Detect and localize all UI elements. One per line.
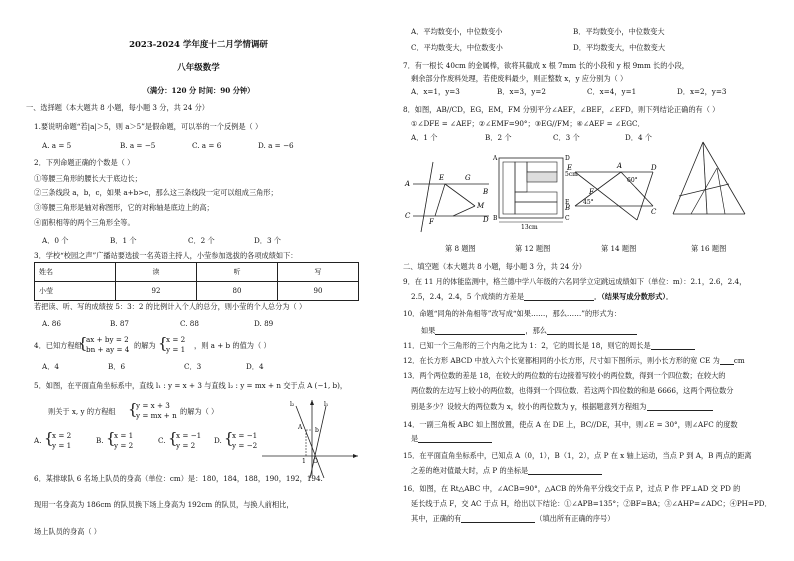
figure-16 (669, 140, 749, 224)
q14-text: 是 (411, 434, 419, 443)
option-x: x = −1 (176, 431, 202, 440)
figure-14 (565, 158, 655, 230)
answer-blank[interactable] (461, 515, 535, 523)
option-y: y = −2 (232, 441, 258, 450)
q1-option-b: B. a = −5 (120, 141, 156, 150)
table-cell: 写 (278, 263, 359, 282)
question-4-lead: 4．已知方程组 (34, 341, 82, 350)
q13-text: 别是多少？设较大的两位数为 x，较小的两位数为 y，根据题意列方程组为 (411, 402, 647, 411)
fig14-label-b: B (565, 204, 571, 212)
exam-meta: （满分：120 分 时间：90 分钟） (142, 86, 255, 95)
option-y: y = 2 (176, 441, 196, 450)
question-7: 7．有一根长 40cm 的金属棒，欲将其截成 x 根 7mm 长的小段和 y 根 9mm 长的小段， (403, 61, 689, 70)
q7-option-d: D．x=2，y=3 (677, 87, 727, 96)
option-key: B. (96, 436, 104, 445)
option-y: y = 1 (52, 441, 72, 450)
fig14-label-d: D (651, 164, 657, 172)
q5-graph-figure (262, 398, 362, 478)
question-11 (403, 341, 695, 350)
q2-option-d: D．3 个 (254, 236, 281, 245)
question-15-line2 (411, 466, 602, 475)
fig12-label-e: E (565, 199, 570, 206)
score-table (34, 262, 359, 301)
q3-option-c: C. 88 (180, 319, 199, 328)
question-7-line2: 剩余部分作废料处理，若使废料最少，则正整数 x，y 应分别为（ ） (411, 74, 628, 83)
b-label: b (315, 427, 319, 434)
section-heading: 一、选择题（本大题共 8 小题，每小题 3 分，共 24 分） (26, 103, 209, 112)
option-y: y = 2 (114, 441, 134, 450)
caption-fig12: 第 12 题图 (515, 244, 551, 253)
answer-blank[interactable] (720, 357, 734, 365)
question-5: 5．如图，在平面直角坐标系中，直线 l₁ : y = x + 3 与直线 l₂ : y = mx + n 交于点 A (−1, b)， (34, 381, 348, 390)
brace: { (224, 429, 234, 447)
q2-item: ②三条线段 a，b，c，如果 a+b>c，那么这三条线段一定可以组成三角形； (34, 188, 278, 197)
q11-text: 11．已知一个三角形的三个内角之比为 1：2，它的周长是 18，则它的周长是 (403, 341, 651, 350)
q10-then: ，那么 (525, 326, 547, 335)
q4-system-eq: bn + ay = 4 (86, 345, 130, 354)
question-16: 16．如图，在 Rt△ABC 中，∠ACB=90°，△ACB 的外角平分线交于点 P，过点 P 作 PF⊥AD 交 PD 的 (403, 484, 741, 493)
q8-option-b: B．2 个 (485, 133, 512, 142)
section-heading-2: 二、填空题（本大题共 8 小题，每小题 3 分，共 24 分） (403, 262, 586, 271)
q12-unit: cm (733, 356, 745, 365)
question-13: 13．两个两位数的差是 18，在较大的两位数的右边接着写较小的两位数，得到一个四位数；在较大的 (403, 371, 726, 380)
q6-option-b: B．平均数变小，中位数变大 (573, 27, 665, 36)
q4-solution: x = 2 (166, 335, 186, 344)
q8-option-a: A．1 个 (411, 133, 438, 142)
q4-option-d: D．4 (246, 362, 264, 371)
q9-text: 2.5，2.4，2.4，5 个成绩的方差是 (411, 292, 525, 301)
q1-option-a: A. a = 5 (42, 141, 72, 150)
brace: { (78, 334, 88, 352)
table-header-row (35, 263, 359, 282)
question-6: 6．某排球队 6 名场上队员的身高（单位：cm）是：180，184，188，190，192，194. (34, 474, 323, 483)
table-cell: 读 (116, 263, 197, 282)
question-6-line3: 场上队员的身高（ ） (34, 527, 101, 536)
q10-if: 如果 (421, 326, 436, 335)
q6-option-c: C．平均数变大，中位数变小 (411, 43, 503, 52)
table-cell: 姓名 (35, 263, 116, 282)
exam-subject: 八年级数学 (177, 63, 220, 73)
q9-note: ．（结果写成分数形式）． (594, 292, 674, 301)
question-14-line2 (411, 434, 492, 443)
question-15: 15．在平面直角坐标系中，已知点 A（0，1），B（1，2），点 P 在 x 轴上运动，当点 P 到 A，B 两点的距离 (403, 451, 752, 460)
table-cell: 92 (116, 282, 197, 301)
q16-note: （填出所有正确的序号） (535, 514, 615, 523)
fig8-label-f: F (429, 218, 434, 226)
table-cell: 听 (197, 263, 278, 282)
q5-system-eq: y = mx + n (136, 411, 177, 420)
question-4-mid: 的解为 (134, 341, 156, 350)
brace: { (158, 334, 168, 352)
question-6-line2: 现用一名身高为 186cm 的队员换下场上身高为 192cm 的队员，与换人前相比， (34, 500, 294, 509)
exam-title: 2023-2024 学年度十二月学情调研 (129, 40, 268, 50)
figure-8 (405, 158, 489, 238)
q4-option-a: A．4 (42, 362, 59, 371)
q4-solution: y = 1 (166, 345, 186, 354)
question-5-lead: 则关于 x, y 的方程组 (48, 407, 116, 416)
q6-option-d: D．平均数变大，中位数变大 (573, 43, 666, 52)
q6-option-a: A．平均数变小，中位数变小 (411, 27, 503, 36)
fig12-height-label: 5cm (565, 171, 578, 178)
question-2: 2．下列命题正确的个数是（ ） (34, 158, 135, 167)
option-key: C. (158, 436, 166, 445)
answer-blank[interactable] (647, 403, 713, 411)
question-3-ratio: 若把读、听、写的成绩按 5：3：2 的比例计入个人的总分，则小莹的个人总分为（ ） (34, 302, 307, 311)
question-10-line2 (421, 326, 637, 335)
q8-option-c: C．3 个 (553, 133, 580, 142)
fig8-label-b: B (483, 188, 489, 196)
q2-item: ④面积相等的两个三角形全等。 (34, 218, 135, 227)
answer-blank[interactable] (651, 342, 695, 350)
brace: { (44, 429, 54, 447)
q4-option-c: C．3 (184, 362, 202, 371)
q3-option-a: A. 86 (42, 319, 61, 328)
q7-option-c: C．x=4，y=1 (587, 87, 637, 96)
brace: { (168, 429, 178, 447)
question-1: 1.要说明命题“若|a|＞5，则 a＞5”是假命题，可以举的一个反例是（ ） (34, 122, 263, 131)
fig12-label-b: B (493, 215, 498, 222)
brace: { (106, 429, 116, 447)
q1-option-c: C. a = 6 (192, 141, 222, 150)
fig8-label-c: C (405, 212, 411, 220)
question-3: 3．学校“校园之声”广播站要选拔一名英语主持人，小莹参加选拔的各项成绩如下： (34, 251, 298, 260)
fig8-label-a: A (405, 180, 411, 188)
q7-option-a: A．x=1，y=3 (411, 87, 460, 96)
q3-option-d: D. 89 (254, 319, 274, 328)
option-x: x = 2 (52, 431, 72, 440)
question-13-line3 (411, 402, 713, 411)
point-a-label: A (298, 424, 303, 431)
fig14-label-f: F (589, 188, 594, 196)
l1-label: l₁ (324, 401, 329, 408)
answer-blank[interactable] (547, 327, 637, 335)
answer-blank[interactable] (418, 435, 492, 443)
table-cell: 小莹 (35, 282, 116, 301)
l2-label: l₂ (290, 401, 295, 408)
table-cell: 90 (278, 282, 359, 301)
fig14-angle-45: 45° (583, 199, 594, 206)
answer-blank[interactable] (528, 467, 602, 475)
fig8-label-m: M (477, 202, 485, 210)
fig12-width-label: 13cm (521, 224, 538, 231)
fig8-label-d: D (483, 216, 489, 224)
question-5-tail: 的解为（ ） (180, 407, 219, 416)
q2-option-c: C．2 个 (188, 236, 215, 245)
table-row (35, 282, 359, 301)
option-key: A. (34, 436, 42, 445)
fig14-label-e: E (567, 164, 573, 172)
question-12 (403, 356, 745, 365)
question-13-line2: 两位数的左边写上较小的两位数，也得到一个四位数．若这两个四位数的和是 6666，这两个两位数分 (411, 386, 734, 395)
question-8-line2: ①∠DFE = ∠AEF；②∠EMF=90°；③EG//FM；④∠AEF = ∠EGC． (411, 119, 645, 128)
q12-text: 12．在长方形 ABCD 中放入六个长宽都相同的小长方形，尺寸如下图所示，则小长方形的宽 CE 为 (403, 356, 720, 365)
question-16-line2: 延长线于点 F，交 AC 于点 H，给出以下结论：①∠APB=135°；②BF=BA；③∠AHP=∠ADC；④PH=PD． (411, 499, 772, 508)
option-x: x = −1 (232, 431, 258, 440)
option-key: D. (214, 436, 222, 445)
question-9: 9．在 11 月的体能监测中，格兰德中学八年级的六名同学立定跳远成绩如下（单位：m）：2.1，2.6，2.4， (403, 277, 747, 286)
question-9-line2 (411, 292, 673, 301)
caption-fig8: 第 8 题图 (445, 244, 476, 253)
caption-fig16: 第 16 题图 (691, 244, 727, 253)
fig8-label-g: G (465, 174, 471, 182)
q4-system-eq: ax + by = 2 (86, 335, 129, 344)
q3-option-b: B. 87 (110, 319, 129, 328)
q7-option-b: B．x=3，y=2 (497, 87, 546, 96)
fig12-label-d: D (565, 155, 570, 162)
caption-fig14: 第 14 题图 (601, 244, 637, 253)
fig14-label-a: A (617, 162, 623, 170)
q2-option-b: B．1 个 (110, 236, 137, 245)
one-label: 1 (302, 458, 306, 465)
q5-system-eq: y = x + 3 (136, 401, 170, 410)
figure-12 (493, 154, 578, 231)
right-column (397, 0, 794, 561)
fig14-angle-60: 60° (627, 177, 638, 184)
q8-option-d: D．4 个 (625, 133, 652, 142)
fig14-label-c: C (651, 208, 657, 216)
q2-item: ①等腰三角形的腰长大于底边长； (34, 174, 142, 183)
fig12-label-a: A (493, 155, 498, 162)
q15-text: 之差的绝对值最大时，点 P 的坐标是 (411, 466, 529, 475)
option-x: x = 1 (114, 431, 134, 440)
answer-blank[interactable] (524, 293, 594, 301)
table-cell: 80 (197, 282, 278, 301)
question-8: 8．如图，AB//CD，EG，EM，FM 分别平分∠AEF，∠BEF，∠EFD，则下列结论正确的有（ ） (403, 105, 720, 114)
question-16-line3 (411, 514, 614, 523)
answer-blank[interactable] (435, 327, 525, 335)
q16-text: 其中，正确的有 (411, 514, 462, 523)
question-10: 10．命题“同角的补角相等”改写成“如果……，那么……”的形式为： (403, 309, 621, 318)
origin-label: O (313, 458, 318, 465)
q4-option-b: B．6 (108, 362, 126, 371)
q1-option-d: D. a = −6 (258, 141, 294, 150)
q2-item: ③等腰三角形是轴对称图形，它的对称轴是底边上的高； (34, 203, 214, 212)
fig8-label-e: E (439, 174, 445, 182)
question-4-tail: ，则 a + b 的值为（ ） (194, 341, 271, 350)
question-14: 14．一副三角板 ABC 如上图放置，使点 A 在 DE 上，BC//DE，其中，则∠E = 30°，则∠AFC 的度数 (403, 420, 738, 429)
brace: { (128, 400, 138, 418)
fig12-label-c: C (565, 215, 570, 222)
q2-option-a: A．0 个 (42, 236, 69, 245)
